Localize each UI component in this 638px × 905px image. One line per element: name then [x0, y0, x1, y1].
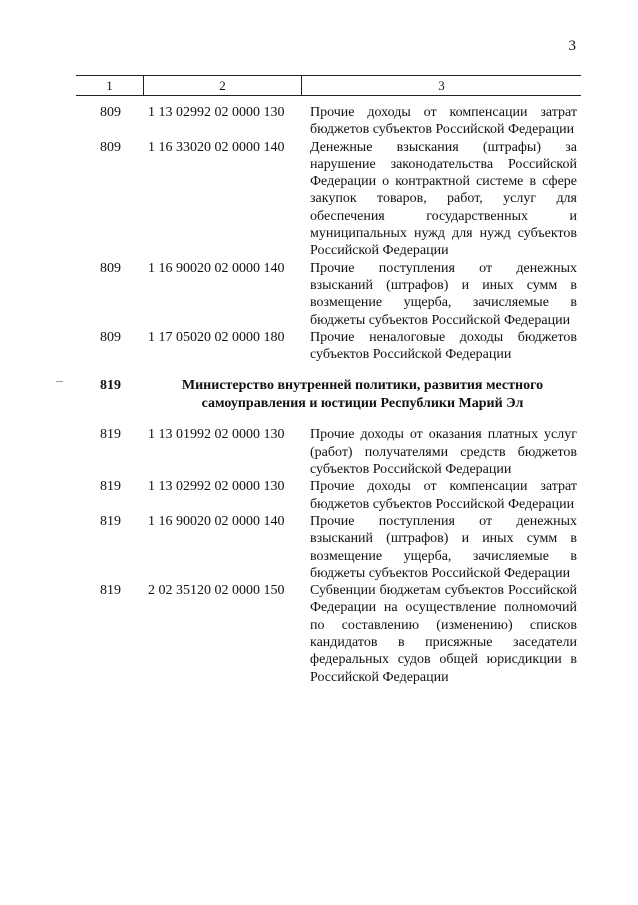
section-chapter-code: 819 — [100, 378, 121, 394]
revenue-code: 1 13 02992 02 0000 130 — [148, 105, 285, 120]
revenue-description: Прочие поступления от денежных взысканий (штрафов) и иных сумм в возмещение ущерба, зачисляемые в бюджеты субъектов Российской Федерации — [310, 513, 577, 581]
revenue-code: 1 13 02992 02 0000 130 — [148, 479, 285, 495]
header-col-3: 3 — [438, 78, 445, 93]
section-title: Министерство внутренней политики, развития местного самоуправления и юстиции Республики Марий Эл — [181, 378, 544, 412]
revenue-description: Денежные взыскания (штрафы) за нарушение законодательства Российской Федерации о контрактной системе в сфере закупок товаров, работ, услуг для обеспечения государственных и муниципальных нужд для нужд субъектов Российской Федерации — [310, 139, 577, 259]
chapter-code: 819 — [100, 513, 121, 529]
table-row — [76, 139, 581, 260]
revenue-description: Прочие неналоговые доходы бюджетов субъектов Российской Федерации — [310, 329, 577, 363]
revenue-code: 1 16 90020 02 0000 140 — [148, 513, 285, 529]
revenue-code: 1 17 05020 02 0000 180 — [148, 329, 285, 345]
table-row — [76, 426, 581, 478]
table-row — [76, 260, 581, 329]
revenue-description: Прочие доходы от компенсации затрат бюджетов субъектов Российской Федерации — [310, 105, 577, 138]
chapter-code: 809 — [100, 139, 121, 155]
chapter-code: 809 — [100, 105, 121, 120]
chapter-code: 819 — [100, 479, 121, 495]
revenue-code: 1 16 33020 02 0000 140 — [148, 139, 285, 155]
revenue-description: Прочие доходы от оказания платных услуг (работ) получателями средств бюджетов субъектов Российской Федерации — [310, 427, 577, 478]
header-col-1: 1 — [106, 78, 113, 93]
margin-mark — [56, 381, 63, 382]
table-row — [76, 329, 581, 364]
revenue-description: Субвенции бюджетам субъектов Российской Федерации на осуществление полномочий по составлению (изменению) списков кандидатов в присяжные заседатели федеральных судов общей юрисдикции в Российской Федерации — [310, 583, 577, 685]
table-row — [76, 513, 581, 582]
table-body — [76, 104, 581, 686]
chapter-code: 819 — [100, 427, 121, 443]
revenue-code: 1 13 01992 02 0000 130 — [148, 427, 285, 443]
header-col-2: 2 — [219, 78, 226, 93]
revenue-description: Прочие поступления от денежных взысканий (штрафов) и иных сумм в возмещение ущерба, зачисляемые в бюджеты субъектов Российской Федерации — [310, 260, 577, 328]
table-row — [76, 104, 581, 139]
chapter-code: 809 — [100, 260, 121, 276]
chapter-code: 809 — [100, 329, 121, 345]
table-header — [76, 75, 581, 96]
section-heading — [76, 377, 581, 413]
chapter-code: 819 — [100, 583, 121, 599]
revenue-code: 1 16 90020 02 0000 140 — [148, 260, 285, 276]
revenue-description: Прочие доходы от компенсации затрат бюджетов субъектов Российской Федерации — [310, 479, 577, 512]
page-number: 3 — [568, 38, 576, 54]
table-row — [76, 478, 581, 513]
revenue-code: 2 02 35120 02 0000 150 — [148, 583, 285, 599]
table-row — [76, 582, 581, 686]
